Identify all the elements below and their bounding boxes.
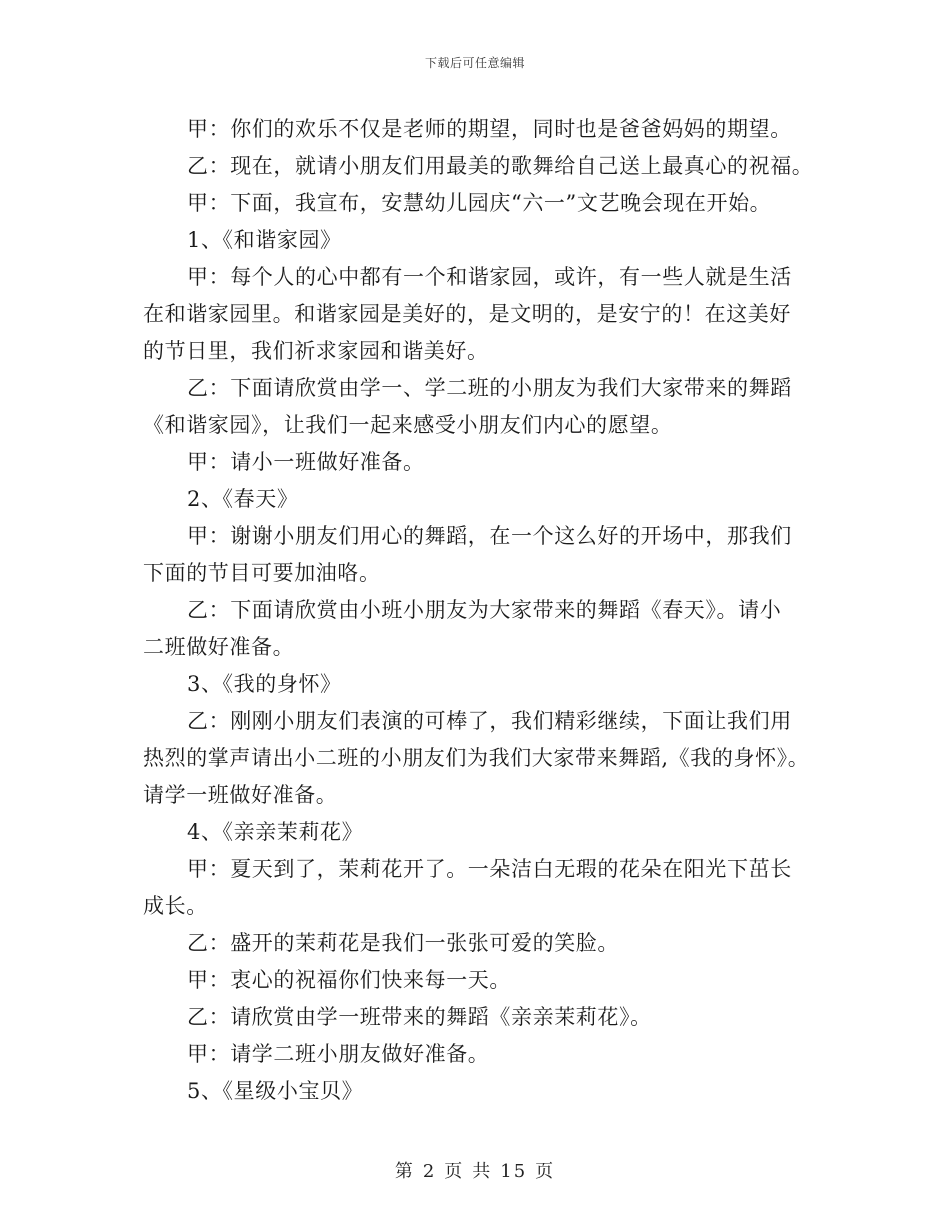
footer-prefix: 第: [394, 1161, 415, 1182]
text-line: 3、《我的身怀》: [187, 672, 342, 696]
text-line: 二班做好准备。: [143, 635, 295, 659]
document-body: [143, 111, 815, 1110]
text-line: 《和谐家园》，让我们一起来感受小朋友们内心的愿望。: [143, 413, 673, 437]
text-line: 甲：你们的欢乐不仅是老师的期望，同时也是爸爸妈妈的期望。: [187, 117, 792, 141]
text-line: 甲：请小一班做好准备。: [187, 450, 425, 474]
page-footer: [0, 1157, 950, 1183]
text-line: 甲：谢谢小朋友们用心的舞蹈，在一个这么好的开场中，那我们: [187, 524, 792, 548]
text-line: 1、《和谐家园》: [187, 228, 342, 252]
text-line: 热烈的掌声请出小二班的小朋友们为我们大家带来舞蹈,《我的身怀》。: [143, 746, 810, 770]
text-line: 乙：下面请欣赏由小班小朋友为大家带来的舞蹈《春天》。请小: [187, 598, 782, 622]
page-header-note: 下载后可任意编辑: [424, 56, 525, 70]
text-line: 成长。: [143, 894, 208, 918]
text-line: 乙：刚刚小朋友们表演的可棒了，我们精彩继续，下面让我们用: [187, 709, 792, 733]
text-line: 甲：夏天到了，茉莉花开了。一朵洁白无瑕的花朵在阳光下茁长: [187, 857, 792, 881]
footer-current-page: 2: [422, 1161, 437, 1182]
text-line: 乙：盛开的茉莉花是我们一张张可爱的笑脸。: [187, 931, 619, 955]
footer-total-word: 共: [472, 1161, 493, 1182]
footer-suffix: 页: [535, 1161, 556, 1182]
text-line: 的节日里，我们祈求家园和谐美好。: [143, 339, 489, 363]
text-line: 甲：每个人的心中都有一个和谐家园，或许，有一些人就是生活: [187, 265, 792, 289]
footer-page-word: 页: [444, 1161, 465, 1182]
text-line: 在和谐家园里。和谐家园是美好的，是文明的，是安宁的！在这美好: [143, 302, 791, 326]
text-line: 5、《星级小宝贝》: [187, 1079, 364, 1103]
text-line: 乙：现在，就请小朋友们用最美的歌舞给自己送上最真心的祝福。: [187, 154, 814, 178]
text-line: 甲：请学二班小朋友做好准备。: [187, 1042, 490, 1066]
text-line: 甲：下面，我宣布，安慧幼儿园庆“六一”文艺晚会现在开始。: [187, 191, 772, 215]
text-line: 乙：请欣赏由学一班带来的舞蹈《亲亲茉莉花》。: [187, 1005, 652, 1029]
text-line: 请学一班做好准备。: [143, 783, 338, 807]
text-line: 甲：衷心的祝福你们快来每一天。: [187, 968, 511, 992]
text-line: 下面的节目可要加油咯。: [143, 561, 381, 585]
footer-total-pages: 15: [500, 1161, 528, 1182]
text-line: 2、《春天》: [187, 487, 299, 511]
text-line: 乙：下面请欣赏由学一、学二班的小朋友为我们大家带来的舞蹈: [187, 376, 792, 400]
text-line: 4、《亲亲茉莉花》: [187, 820, 364, 844]
